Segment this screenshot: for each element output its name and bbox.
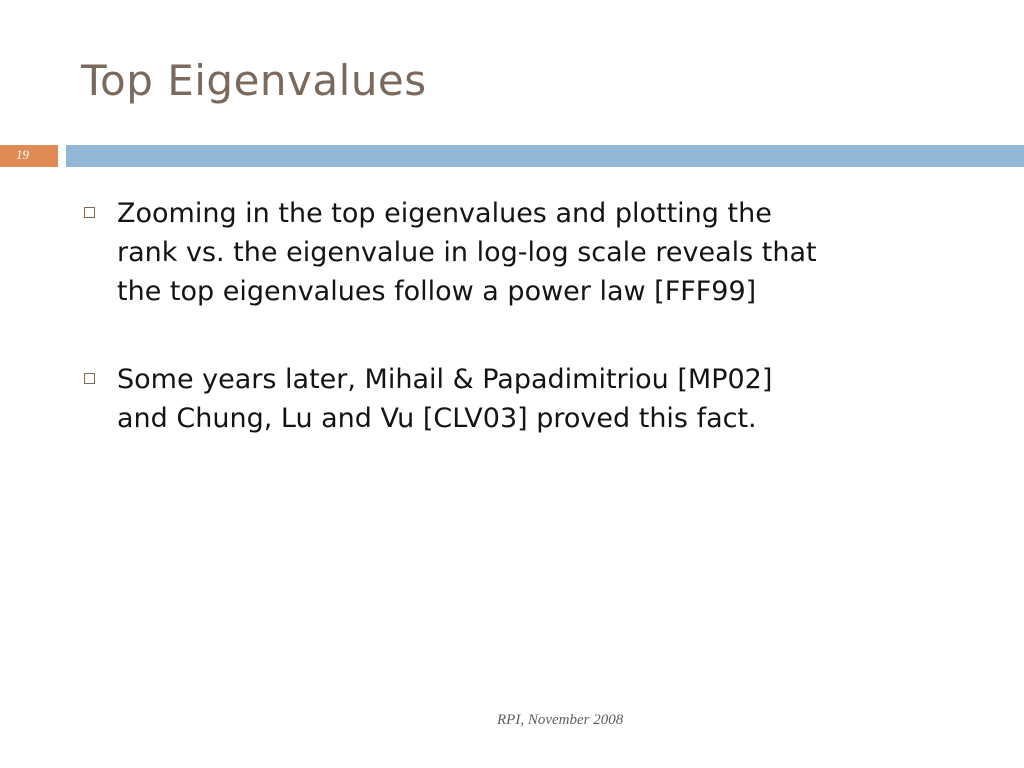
- bullet-line: Some years later, Mihail & Papadimitriou [MP02]: [117, 364, 773, 395]
- slide-footer: RPI, November 2008: [497, 712, 624, 728]
- header-divider-bar: [66, 145, 1024, 167]
- square-bullet-icon: [84, 373, 95, 384]
- bullet-line: Zooming in the top eigenvalues and plotting the: [117, 198, 772, 229]
- bullet-line: and Chung, Lu and Vu [CLV03] proved this fact.: [117, 403, 757, 434]
- slide-title: Top Eigenvalues: [81, 56, 427, 105]
- page-number: 19: [16, 147, 29, 162]
- bullet-line: the top eigenvalues follow a power law [FFF99]: [117, 276, 757, 307]
- page-number-badge: [0, 145, 58, 167]
- bullet-line: rank vs. the eigenvalue in log-log scale reveals that: [117, 237, 817, 268]
- bullet-item: [80, 194, 980, 311]
- square-bullet-icon: [84, 207, 95, 218]
- bullet-item: [80, 360, 980, 438]
- bullet-list: [80, 194, 980, 487]
